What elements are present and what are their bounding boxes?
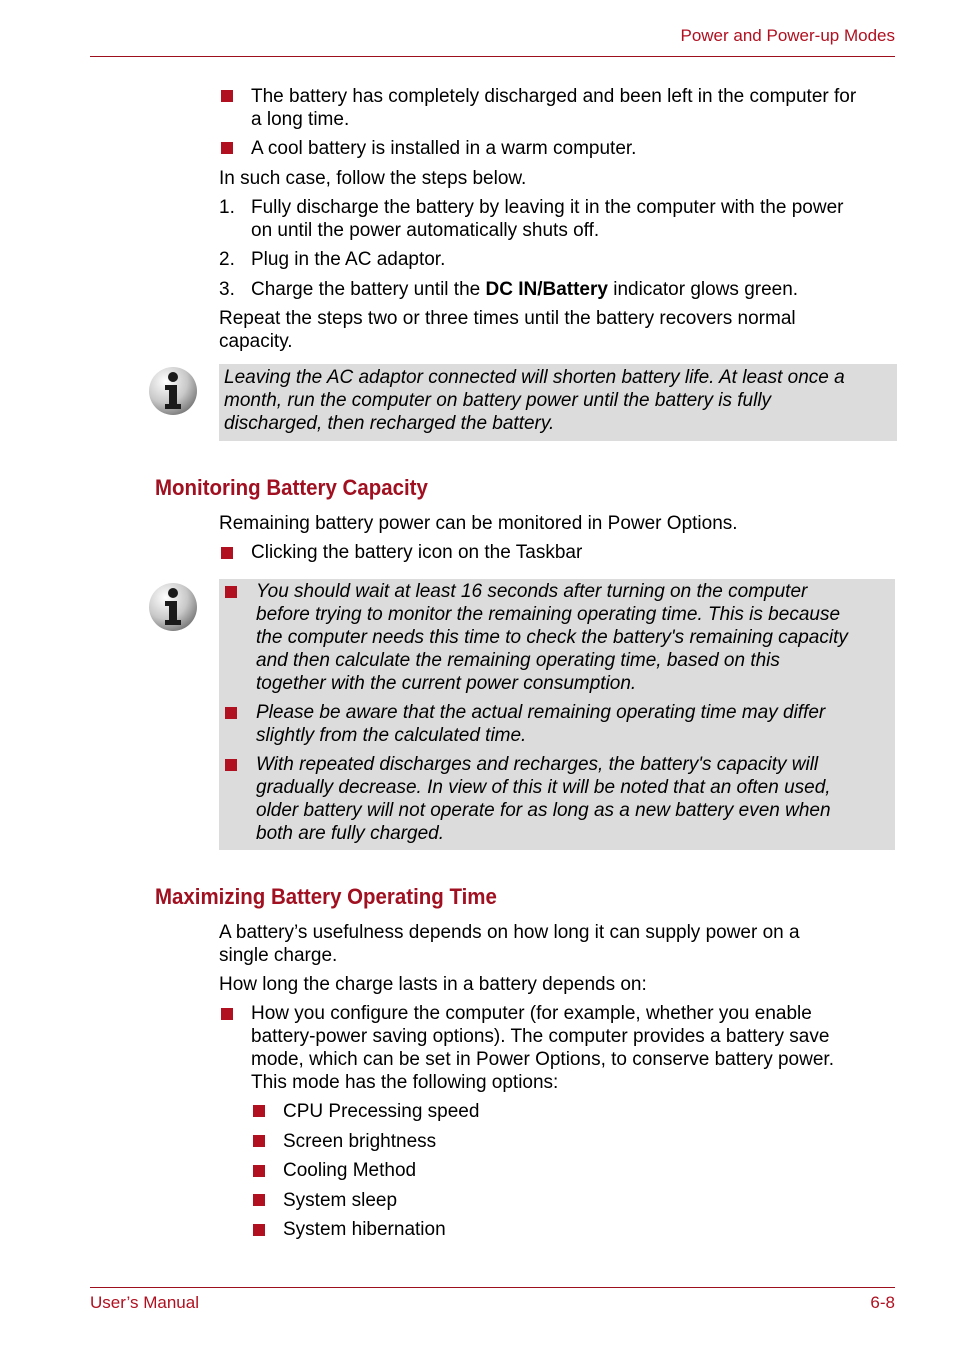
- bullet-text-line: How you configure the computer (for example, whether you enable: [251, 1003, 812, 1024]
- step-text-line: [251, 278, 798, 301]
- note-box: [219, 364, 897, 441]
- body-text-line: single charge.: [219, 945, 338, 966]
- note-text-line: the computer needs this time to check the battery's remaining capacity: [256, 627, 848, 648]
- repeat-text-line: capacity.: [219, 331, 293, 352]
- indicator-name: DC IN/Battery: [485, 279, 608, 300]
- step-text-pre: Charge the battery until the: [251, 279, 486, 300]
- bullet-marker: [225, 759, 237, 771]
- body-text-line: A battery’s usefulness depends on how long it can supply power on a: [219, 922, 800, 943]
- page-header: [90, 26, 895, 57]
- bullet-text-line: mode, which can be set in Power Options, to conserve battery power.: [251, 1049, 834, 1070]
- note-box: [219, 579, 895, 850]
- repeat-text-line: Repeat the steps two or three times until the battery recovers normal: [219, 308, 796, 329]
- bullet-marker: [225, 707, 237, 719]
- note-text-line: month, run the computer on battery power until the battery is fully: [224, 390, 772, 411]
- bullet-marker: [253, 1135, 265, 1147]
- option-item: Screen brightness: [283, 1131, 437, 1152]
- note-text-line: before trying to monitor the remaining operating time. This is because: [256, 604, 841, 625]
- option-item: Cooling Method: [283, 1160, 417, 1181]
- bullet-marker: [221, 90, 233, 102]
- bullet-text-line: battery-power saving options). The computer provides a battery save: [251, 1026, 830, 1047]
- note-text-line: and then calculate the remaining operating time, based on this: [256, 650, 780, 671]
- option-item: System hibernation: [283, 1219, 446, 1240]
- header-title: Power and Power-up Modes: [680, 26, 895, 45]
- footer-manual-title: User’s Manual: [90, 1293, 199, 1312]
- bullet-marker: [225, 586, 237, 598]
- note-text-line: together with the current power consumption.: [256, 673, 637, 694]
- step-number: 3.: [219, 279, 235, 300]
- bullet-marker: [253, 1105, 265, 1117]
- info-icon: [148, 366, 198, 416]
- note-text-line: gradually decrease. In view of this it will be noted that an often used,: [256, 777, 831, 798]
- bullet-marker: [253, 1194, 265, 1206]
- follow-text: In such case, follow the steps below.: [219, 168, 527, 189]
- note-text-line: older battery will not operate for as long as a new battery even when: [256, 800, 831, 821]
- step-text-post: indicator glows green.: [607, 279, 799, 300]
- note-text-line: both are fully charged.: [256, 823, 445, 844]
- note-text-line: Please be aware that the actual remaining operating time may differ: [256, 702, 826, 723]
- option-item: CPU Precessing speed: [283, 1101, 480, 1122]
- note-text-line: You should wait at least 16 seconds after turning on the computer: [256, 581, 808, 602]
- option-item: System sleep: [283, 1190, 398, 1211]
- body-text: How long the charge lasts in a battery depends on:: [219, 974, 647, 995]
- section-heading: Monitoring Battery Capacity: [155, 475, 428, 500]
- bullet-text-line: A cool battery is installed in a warm computer.: [251, 138, 637, 159]
- step-text-line: Fully discharge the battery by leaving it in the computer with the power: [251, 197, 844, 218]
- bullet-text-line: Clicking the battery icon on the Taskbar: [251, 542, 583, 563]
- step-text-line: Plug in the AC adaptor.: [251, 249, 446, 270]
- note-text-line: With repeated discharges and recharges, the battery's capacity will: [256, 754, 819, 775]
- page-number: 6-8: [870, 1293, 895, 1312]
- bullet-marker: [221, 142, 233, 154]
- note-text-line: slightly from the calculated time.: [256, 725, 527, 746]
- page-footer: [90, 1287, 895, 1312]
- bullet-text-line: This mode has the following options:: [251, 1072, 559, 1093]
- bullet-text-line: The battery has completely discharged and been left in the computer for: [251, 86, 857, 107]
- info-icon: [148, 582, 198, 632]
- note-text-line: discharged, then recharged the battery.: [224, 413, 555, 434]
- note-text-line: Leaving the AC adaptor connected will shorten battery life. At least once a: [224, 367, 845, 388]
- bullet-marker: [221, 547, 233, 559]
- section-heading: Maximizing Battery Operating Time: [155, 884, 497, 909]
- bullet-text-line: a long time.: [251, 109, 350, 130]
- step-number: 1.: [219, 197, 235, 218]
- bullet-marker: [253, 1224, 265, 1236]
- bullet-marker: [253, 1165, 265, 1177]
- step-number: 2.: [219, 249, 235, 270]
- step-text-line: on until the power automatically shuts off.: [251, 220, 600, 241]
- bullet-marker: [221, 1008, 233, 1020]
- body-text: Remaining battery power can be monitored in Power Options.: [219, 513, 738, 534]
